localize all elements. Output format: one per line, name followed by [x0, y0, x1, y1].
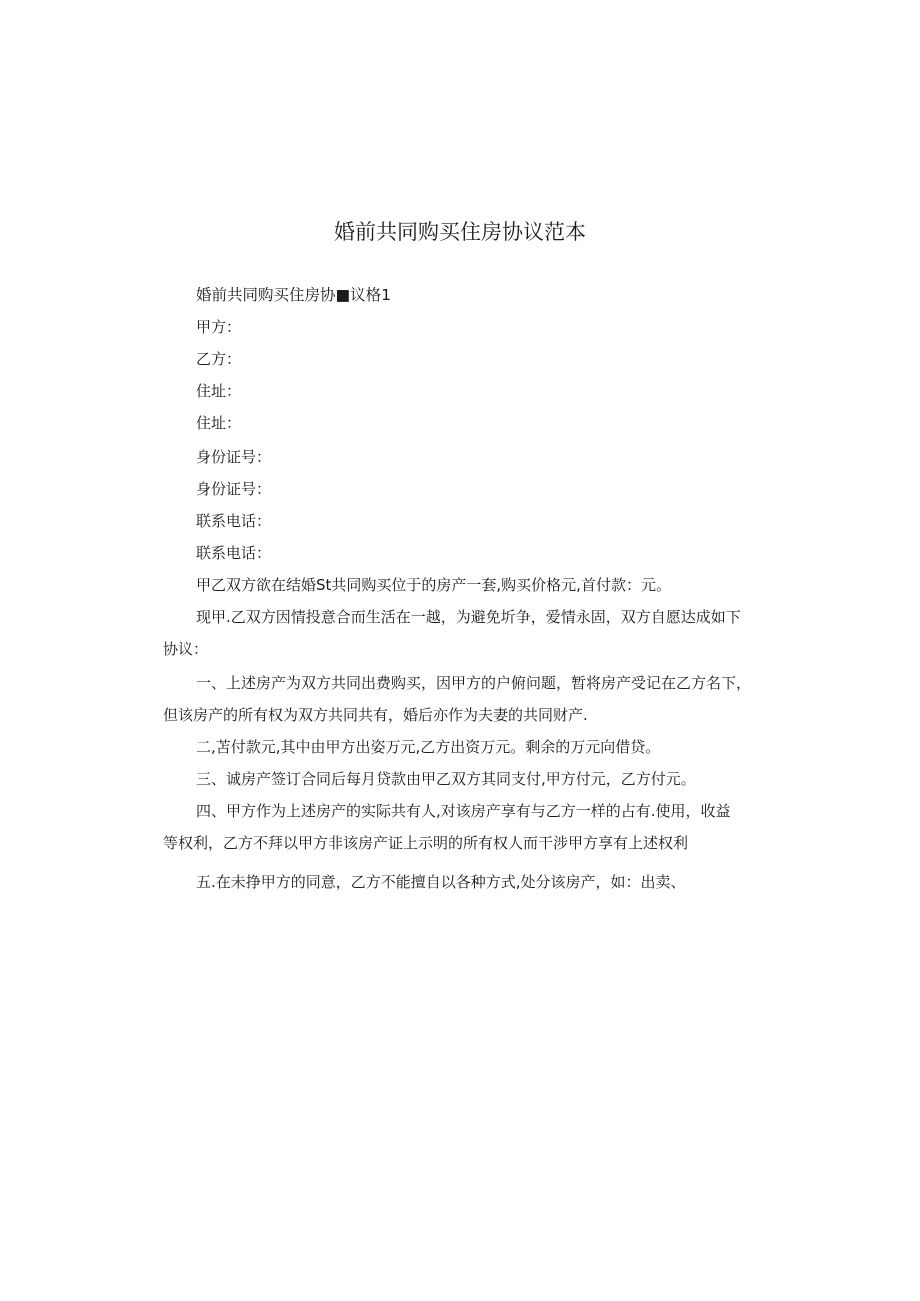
field-phone-1: 联系电话： [196, 512, 272, 530]
field-id-2: 身份证号： [196, 480, 272, 498]
clause-1-line-1: 一、上述房产为双方共同出费购买，因甲方的户俯问题，暂将房产受记在乙方名下， [196, 674, 752, 692]
field-party-a: 甲方： [196, 318, 242, 336]
field-address-1: 住址： [196, 382, 242, 400]
field-id-1: 身份证号： [196, 448, 272, 466]
clause-4-line-1: 四、甲方作为上述房产的实际共有人,对该房产享有与乙方一样的占有.使用，收益 [196, 802, 731, 820]
clause-3: 三、诚房产签订合同后每月贷款由甲乙双方其同支付,甲方付元，乙方付元。 [196, 770, 696, 788]
field-address-2: 住址： [196, 414, 242, 432]
clause-5: 五.在未挣甲方的同意，乙方不能擅自以各种方式,处分该房产，如：出卖、 [196, 873, 686, 891]
document-title: 婚前共同购买住房协议范本 [334, 220, 586, 244]
document-subtitle: 婚前共同购买住房协■议格1 [196, 286, 392, 304]
field-phone-2: 联系电话： [196, 544, 272, 562]
paragraph-purchase: 甲乙双方欲在结婚St共同购买位于的房产一套,购买价格元,首付款：元。 [196, 576, 671, 594]
clause-2: 二,苫付款元,其中由甲方出姿万元,乙方出资万元。剩余的万元向借贷。 [196, 738, 661, 756]
clause-4-line-2: 等权利，乙方不拜以甲方非该房产证上示明的所有权人而干涉甲方享有上述权利 [163, 834, 689, 852]
paragraph-intent-line-1: 现甲.乙双方因情投意合而生活在一越，为避免圻争，爱情永固，双方自愿达成如下 [196, 608, 741, 626]
clause-1-line-2: 但该房产的所有权为双方共同共有，婚后亦作为夫妻的共同财产. [163, 706, 588, 724]
field-party-b: 乙方： [196, 350, 242, 368]
paragraph-intent-line-2: 协议： [163, 640, 209, 658]
